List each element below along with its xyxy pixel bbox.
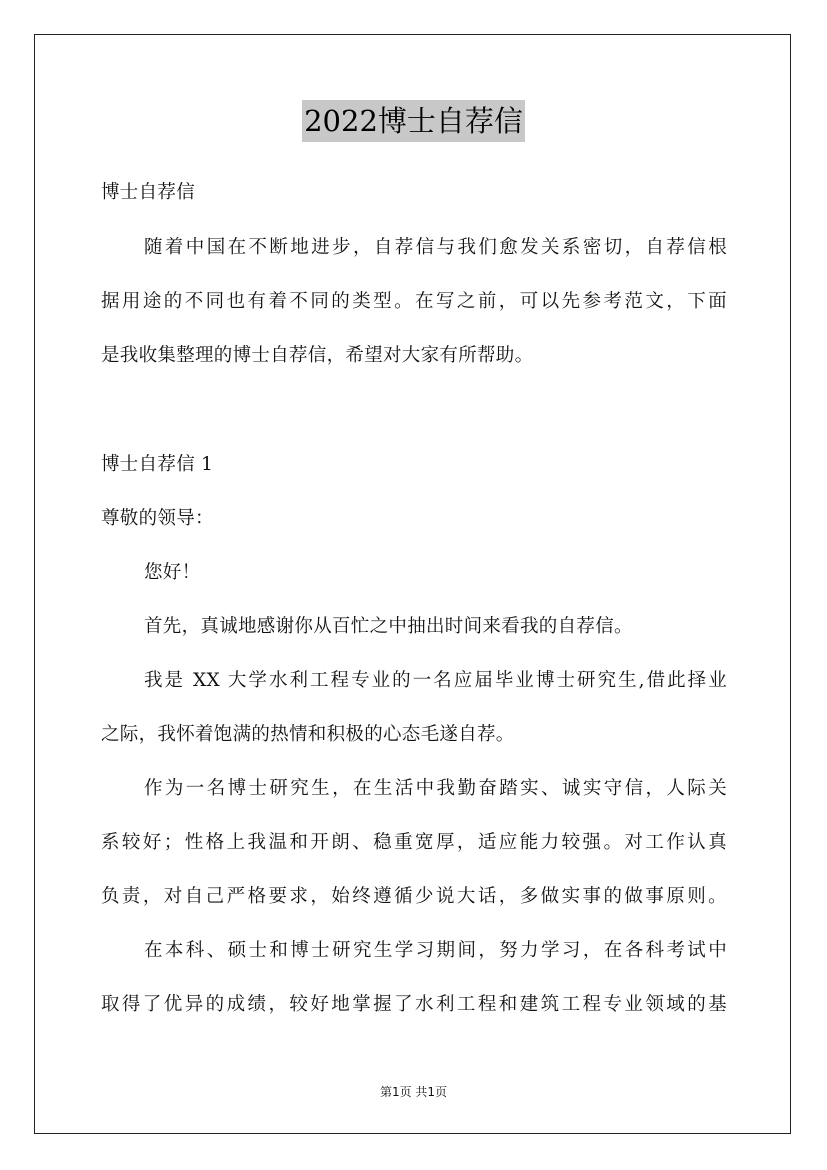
paragraph-line: 作为一名博士研究生，在生活中我勤奋踏实、诚实守信，人际关 (144, 778, 727, 799)
paragraph-line: 据用途的不同也有着不同的类型。在写之前，可以先参考范文，下面 (101, 291, 727, 312)
paragraph-line: 系较好；性格上我温和开朗、稳重宽厚，适应能力较强。对工作认真 (101, 832, 727, 853)
paragraph-line: 负责，对自己严格要求，始终遵循少说大话，多做实事的做事原则。 (101, 886, 727, 907)
greeting: 您好！ (144, 562, 201, 583)
salutation: 尊敬的领导： (101, 508, 214, 529)
document-title: 2022博士自荐信 (302, 100, 525, 142)
paragraph-line: 我是 XX 大学水利工程专业的一名应届毕业博士研究生,借此择业 (144, 670, 727, 691)
paragraph-line: 取得了优异的成绩，较好地掌握了水利工程和建筑工程专业领域的基 (101, 994, 727, 1015)
page-footer: 第1页 共1页 (379, 1085, 448, 1099)
paragraph-line: 之际，我怀着饱满的热情和积极的心态毛遂自荐。 (101, 724, 515, 745)
title-container (0, 100, 827, 142)
paragraph-line: 是我收集整理的博士自荐信，希望对大家有所帮助。 (101, 345, 534, 366)
paragraph-line: 随着中国在不断地进步，自荐信与我们愈发关系密切，自荐信根 (144, 237, 727, 258)
paragraph-line: 首先，真诚地感谢你从百忙之中抽出时间来看我的自荐信。 (144, 616, 633, 637)
paragraph-line: 在本科、硕士和博士研究生学习期间，努力学习，在各科考试中 (144, 940, 727, 961)
section-heading: 博士自荐信 (101, 182, 196, 203)
section-heading: 博士自荐信 1 (101, 454, 214, 475)
